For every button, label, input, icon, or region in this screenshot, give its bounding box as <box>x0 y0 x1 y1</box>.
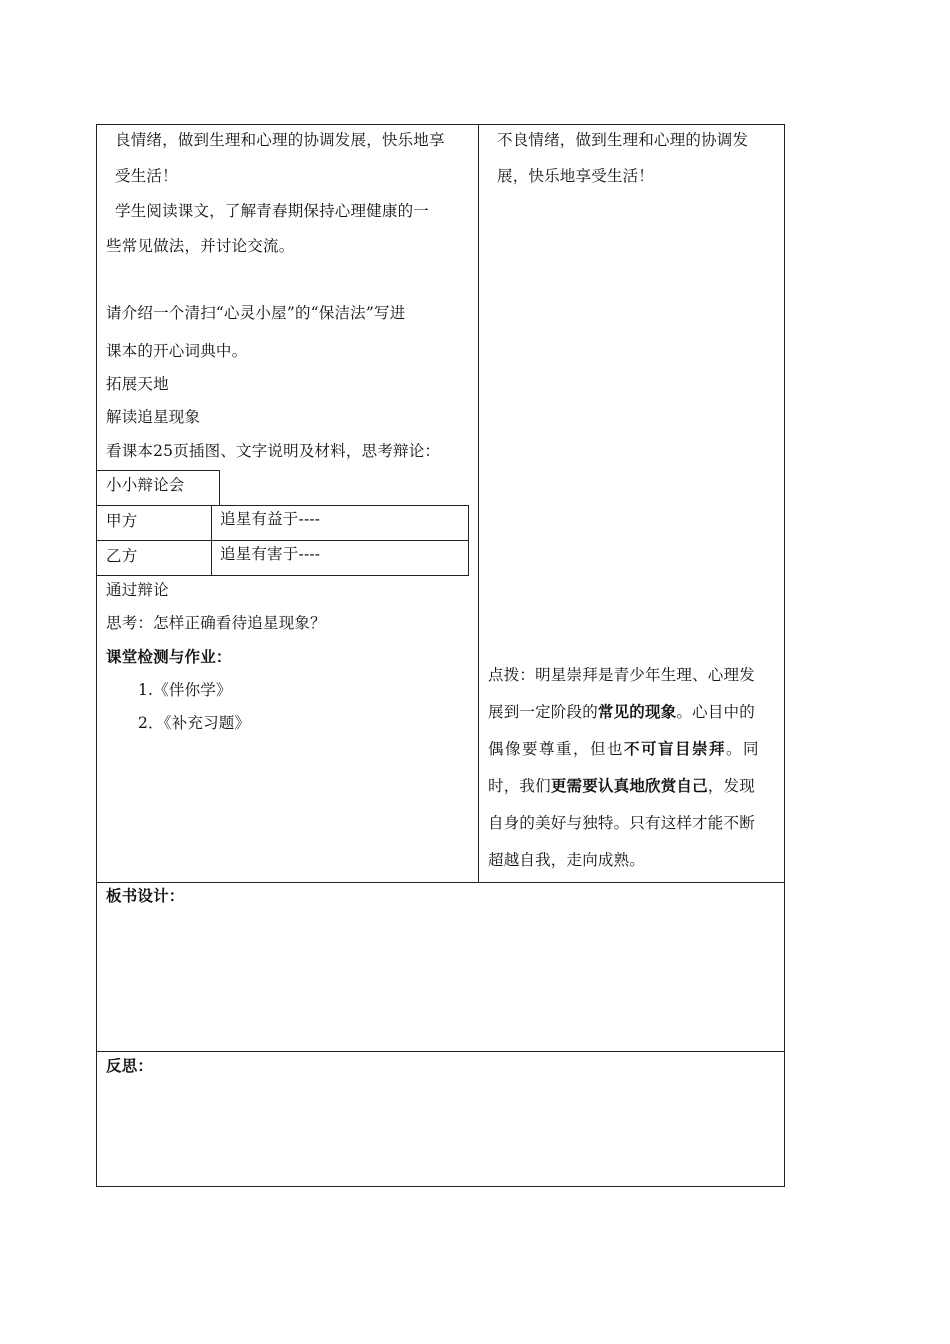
row-divider-board <box>96 882 785 883</box>
tip-line-2-a: 展到一定阶段的 <box>488 703 598 721</box>
left-line-11: 思考：怎样正确看待追星现象？ <box>106 614 326 632</box>
tip-line-4 <box>488 776 755 796</box>
homework-heading: 课堂检测与作业： <box>106 648 232 666</box>
tip-line-2-c: 。心目中的 <box>676 703 755 721</box>
column-divider <box>478 124 479 883</box>
left-line-2: 受生活！ <box>115 167 178 185</box>
tip-line-4-c: ，发现 <box>707 777 755 795</box>
right-line-1: 不良情绪，做到生理和心理的协调发 <box>497 131 749 149</box>
debate-claim-1: 追星有益于---- <box>220 510 321 528</box>
tip-line-3-c: 。同 <box>726 740 761 758</box>
tip-emphasis-appreciate: 更需要认真地欣赏自己 <box>550 777 708 795</box>
tip-line-3-a: 偶像要尊重，但也 <box>488 740 625 758</box>
tip-line-2 <box>488 702 755 722</box>
right-line-2: 展，快乐地享受生活！ <box>497 167 655 185</box>
left-line-6: 课本的开心词典中。 <box>106 342 248 360</box>
left-line-4: 些常见做法，并讨论交流。 <box>106 237 295 255</box>
left-line-10: 通过辩论 <box>106 581 169 599</box>
debate-side-1: 甲方 <box>106 512 138 530</box>
left-line-9: 看课本25页插图、文字说明及材料，思考辩论： <box>106 442 441 460</box>
tip-line-3 <box>488 739 760 759</box>
tip-line-6: 超越自我，走向成熟。 <box>488 851 646 869</box>
homework-item-1: 1.《伴你学》 <box>138 681 232 699</box>
reflection-label: 反思： <box>106 1057 154 1075</box>
tip-line-4-a: 时，我们 <box>488 777 551 795</box>
left-line-3: 学生阅读课文，了解青春期保持心理健康的一 <box>115 202 430 220</box>
left-line-1: 良情绪，做到生理和心理的协调发展，快乐地享 <box>115 131 445 149</box>
tip-emphasis-no-blind: 不可盲目崇拜 <box>624 740 727 758</box>
debate-row-divider <box>96 540 469 541</box>
board-design-label: 板书设计： <box>106 887 185 905</box>
debate-col-divider <box>211 505 212 576</box>
debate-title: 小小辩论会 <box>106 476 185 494</box>
left-line-5: 请介绍一个清扫“心灵小屋”的“保洁法”写进 <box>106 304 406 322</box>
tip-line-1: 点拨：明星崇拜是青少年生理、心理发 <box>488 666 755 684</box>
debate-side-2: 乙方 <box>106 547 138 565</box>
debate-claim-2: 追星有害于---- <box>220 545 321 563</box>
tip-emphasis-common: 常见的现象 <box>597 703 677 721</box>
left-line-7: 拓展天地 <box>106 375 169 393</box>
left-line-8: 解读追星现象 <box>106 408 201 426</box>
tip-line-5: 自身的美好与独特。只有这样才能不断 <box>488 814 755 832</box>
row-divider-reflect <box>96 1051 785 1052</box>
homework-item-2: 2．《补充习题》 <box>138 714 251 732</box>
